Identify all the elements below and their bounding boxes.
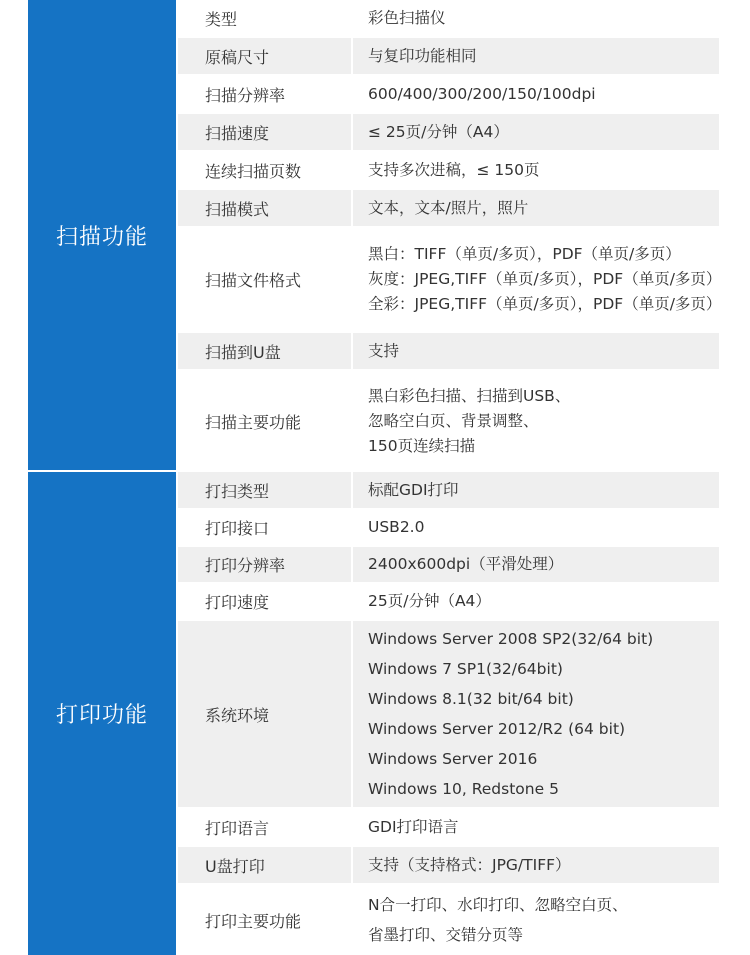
spec-value: 支持 — [351, 333, 719, 369]
spec-key: 打印接口 — [205, 519, 270, 538]
spec-value: 与复印功能相同 — [351, 38, 719, 74]
table-row — [178, 508, 719, 545]
table-row — [178, 36, 719, 74]
spec-value: Windows Server 2008 SP2(32/64 bit) Windows 7 SP1(32/64bit) Windows 8.1(32 bit/64 bit) Windows Server 2012/R2 (64 bit) Windows Server 2016 Windows 10, Redstone 5 — [351, 621, 719, 807]
spec-value: GDI打印语言 — [351, 809, 719, 845]
spec-key: 打印分辨率 — [205, 556, 286, 575]
spec-value: 标配GDI打印 — [351, 472, 719, 508]
section-print — [28, 472, 719, 955]
spec-key: 打印语言 — [205, 818, 270, 838]
spec-key: 扫描到U盘 — [205, 342, 281, 362]
spec-value: 黑白彩色扫描、扫描到USB、 忽略空白页、背景调整、 150页连续扫描 — [351, 371, 719, 472]
spec-key: 扫描文件格式 — [205, 271, 302, 290]
table-row — [178, 545, 719, 582]
spec-key: 扫描分辨率 — [205, 85, 286, 105]
spec-value: 支持（支持格式：JPG/TIFF） — [351, 847, 719, 883]
spec-value: 600/400/300/200/150/100dpi — [351, 76, 719, 112]
spec-value: 25页/分钟（A4） — [351, 584, 719, 619]
spec-value: 2400x600dpi（平滑处理） — [351, 547, 719, 582]
spec-value: 支持多次进稿，≤ 150页 — [351, 152, 719, 188]
spec-key: 系统环境 — [205, 705, 270, 725]
table-row — [178, 845, 719, 883]
table-row — [178, 619, 719, 807]
table-row — [178, 582, 719, 619]
spec-key: 扫描主要功能 — [205, 413, 302, 432]
spec-key: U盘打印 — [205, 856, 265, 876]
table-row — [178, 883, 719, 955]
spec-key: 打扫类型 — [205, 481, 270, 501]
section-label-scan: 扫描功能 — [28, 0, 176, 470]
section-scan — [28, 0, 722, 470]
spec-key: 连续扫描页数 — [205, 161, 302, 181]
spec-key: 原稿尺寸 — [205, 47, 270, 67]
table-row — [178, 188, 719, 226]
spec-key: 扫描模式 — [205, 199, 270, 219]
table-row — [178, 150, 719, 188]
spec-key: 类型 — [205, 9, 238, 29]
table-row — [178, 369, 719, 472]
spec-value: N合一打印、水印打印、忽略空白页、 省墨打印、交错分页等 — [351, 885, 719, 955]
table-row — [178, 74, 719, 112]
spec-key: 打印速度 — [205, 593, 270, 612]
spec-value: 黑白：TIFF（单页/多页），PDF（单页/多页） 灰度：JPEG,TIFF（单页/多页），PDF（单页/多页） 全彩：JPEG,TIFF（单页/多页），PDF（单页/多页） — [351, 228, 721, 331]
spec-value: 文本，文本/照片，照片 — [351, 190, 719, 226]
spec-value: USB2.0 — [351, 510, 719, 545]
table-row — [178, 472, 719, 508]
table-row — [178, 112, 719, 150]
table-row — [178, 0, 719, 36]
table-row — [178, 331, 719, 369]
spec-value: 彩色扫描仪 — [351, 0, 719, 36]
spec-key: 打印主要功能 — [205, 911, 302, 931]
spec-key: 扫描速度 — [205, 123, 270, 143]
rows-scan — [178, 0, 722, 472]
spec-value: ≤ 25页/分钟（A4） — [351, 114, 719, 150]
table-row — [178, 226, 722, 331]
table-row — [178, 807, 719, 845]
rows-print — [178, 472, 719, 955]
section-label-print: 打印功能 — [28, 472, 176, 955]
